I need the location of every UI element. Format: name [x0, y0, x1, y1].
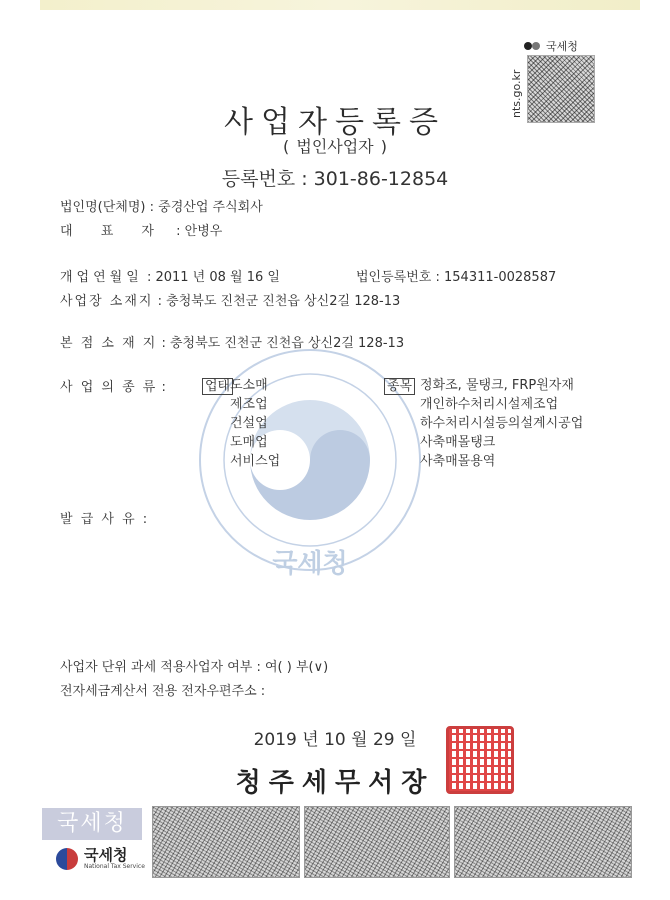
registration-label: 등록번호	[221, 168, 296, 190]
rep-value: 안병우	[184, 224, 223, 239]
colon: :	[161, 336, 170, 351]
unit-tax-line: 사업자 단위 과세 적용사업자 여부 : 여( ) 부(∨)	[60, 660, 329, 675]
bottom-logo-sub: National Tax Service	[84, 863, 145, 870]
biz-addr-label: 사업장 소재지	[60, 294, 154, 309]
nts-url-vertical: nts.go.kr	[510, 69, 523, 118]
issue-reason: 발 급 사 유 :	[60, 512, 150, 527]
document-title: 사업자등록증	[224, 105, 446, 140]
document-subtitle: ( 법인사업자 )	[283, 137, 387, 156]
uptae-item: 건설업	[230, 416, 268, 431]
nts-top-logo-text: 국세청	[546, 40, 578, 53]
row-hq-address	[60, 332, 404, 351]
jongmok-item: 하수처리시설등의설계시공업	[420, 416, 584, 431]
hq-addr-label: 본 점 소 재 지	[60, 336, 158, 351]
jongmok-heading	[384, 375, 415, 394]
rep-label: 대 표 자	[60, 224, 166, 239]
nts-bottom-logo	[56, 848, 145, 870]
uptae-list	[230, 376, 280, 471]
uptae-item: 도매업	[230, 435, 268, 450]
registration-colon: :	[301, 168, 314, 190]
row-biz-address	[60, 290, 400, 309]
nts-logo-icon	[524, 39, 542, 53]
jongmok-item: 정화조, 물탱크, FRP원자재	[420, 378, 574, 393]
emblem-center-text: 국세청	[272, 549, 348, 579]
row-open-date	[60, 266, 280, 285]
official-seal	[446, 726, 514, 794]
row-corp-name	[60, 196, 263, 215]
jongmok-list	[420, 376, 583, 471]
watermark-stamp: 국세청	[42, 808, 142, 840]
top-security-band	[40, 0, 640, 10]
issuing-office: 청주세무서장	[235, 768, 435, 798]
security-pattern-2	[304, 806, 450, 878]
biz-type-label: 사 업 의 종 류	[60, 380, 158, 395]
security-pattern-1	[152, 806, 300, 878]
uptae-heading	[202, 375, 233, 394]
uptae-item: 도소매	[230, 378, 268, 393]
row-representative	[60, 220, 222, 239]
uptae-item: 제조업	[230, 397, 268, 412]
biz-addr-value: 충청북도 진천군 진천읍 상신2길 128-13	[166, 294, 401, 309]
bottom-logo-text: 국세청	[84, 846, 128, 864]
uptae-item: 서비스업	[230, 454, 281, 469]
registration-number-line	[0, 164, 670, 191]
issue-date: 2019 년 10 월 29 일	[253, 730, 417, 750]
colon: :	[149, 200, 159, 215]
jongmok-item: 사축매몰용역	[420, 454, 496, 469]
nts-top-logo	[524, 38, 578, 54]
colon: :	[176, 224, 185, 239]
registration-number: 301-86-12854	[313, 168, 449, 190]
security-pattern-3	[454, 806, 632, 878]
uptae-label: 업태	[202, 378, 233, 395]
jongmok-item: 사축매몰탱크	[420, 435, 496, 450]
taegeuk-icon	[56, 848, 78, 870]
corp-name-label: 법인명(단체명)	[60, 200, 146, 215]
biz-type-label-row	[60, 376, 166, 395]
corp-name-value: 중경산업 주식회사	[158, 200, 263, 215]
jongmok-label: 종목	[384, 378, 415, 395]
open-date-value: 2011 년 08 월 16 일	[155, 270, 280, 285]
hq-addr-value: 충청북도 진천군 진천읍 상신2길 128-13	[169, 336, 405, 351]
email-line: 전자세금계산서 전용 전자우편주소 :	[60, 684, 266, 699]
colon: :	[157, 294, 167, 309]
corp-reg-value: 154311-0028587	[444, 270, 557, 285]
colon: :	[161, 380, 166, 395]
jongmok-item: 개인하수처리시설제조업	[420, 397, 559, 412]
corp-reg-label: 법인등록번호	[356, 270, 432, 285]
row-corp-reg	[356, 266, 556, 285]
open-date-label: 개업연월일	[60, 270, 143, 285]
colon: :	[435, 270, 445, 285]
colon: :	[146, 270, 156, 285]
